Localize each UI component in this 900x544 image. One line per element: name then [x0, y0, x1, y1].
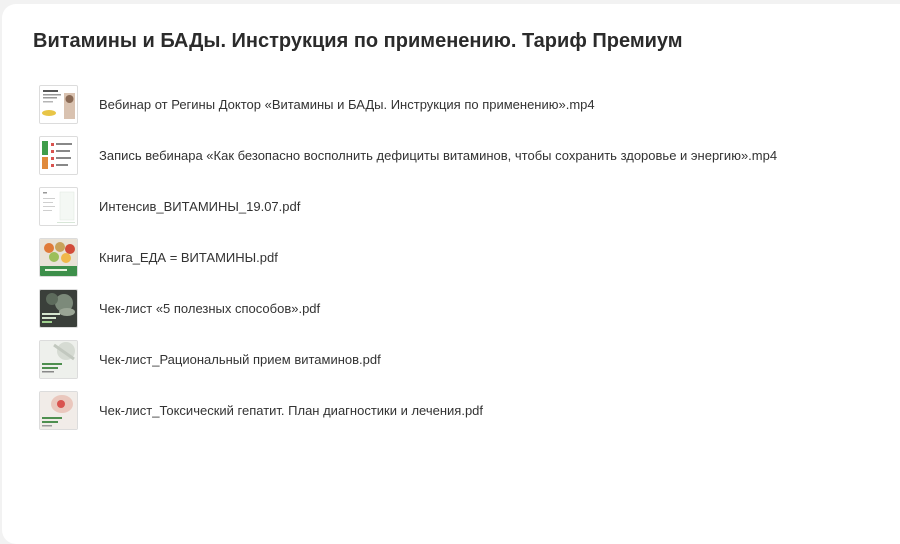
video-thumbnail-icon	[39, 85, 78, 124]
pdf-thumbnail-icon	[39, 289, 78, 328]
pdf-thumbnail-icon	[39, 187, 78, 226]
pdf-thumbnail-icon	[39, 238, 78, 277]
file-name: Книга_ЕДА = ВИТАМИНЫ.pdf	[99, 250, 278, 265]
file-name: Вебинар от Регины Доктор «Витамины и БАДы. Инструкция по применению».mp4	[99, 97, 595, 112]
file-item[interactable]	[39, 238, 777, 277]
file-name: Чек-лист_Токсический гепатит. План диагностики и лечения.pdf	[99, 403, 484, 418]
file-name: Запись вебинара «Как безопасно восполнить дефициты витаминов, чтобы сохранить здоровье и энергию».mp4	[99, 148, 778, 163]
pdf-thumbnail-icon	[39, 391, 78, 430]
file-item[interactable]	[39, 136, 777, 175]
file-item[interactable]	[39, 85, 777, 124]
pdf-thumbnail-icon	[39, 340, 78, 379]
file-item[interactable]	[39, 289, 777, 328]
file-name: Интенсив_ВИТАМИНЫ_19.07.pdf	[99, 199, 301, 214]
video-thumbnail-icon	[39, 136, 78, 175]
file-name: Чек-лист_Рациональный прием витаминов.pdf	[99, 352, 381, 367]
file-item[interactable]	[39, 187, 777, 226]
file-list	[39, 85, 777, 442]
page-title: Витамины и БАДы. Инструкция по применению. Тариф Премиум	[33, 30, 683, 52]
file-name: Чек-лист «5 полезных способов».pdf	[99, 301, 321, 316]
file-item[interactable]	[39, 391, 777, 430]
content-panel	[2, 4, 900, 544]
file-item[interactable]	[39, 340, 777, 379]
